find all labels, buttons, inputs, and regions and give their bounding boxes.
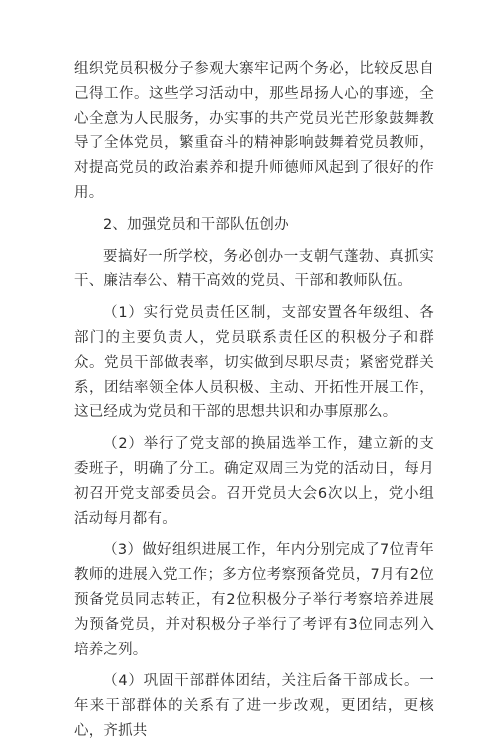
paragraph-spacer (74, 662, 434, 669)
paragraph-spacer (74, 531, 434, 538)
paragraph-continuation: 组织党员积极分子参观大寨牢记两个务必，比较反思自己得工作。这些学习活动中，那些昂扬人心的事迹，全心全意为人民服务，办实事的共产党员光芒形象鼓舞教导了全体党员，繁重奋斗的精神影响鼓舞着党员教师，对提高党员的政治素养和提升师德师风起到了很好的作用。 (74, 61, 434, 201)
list-item-2: （2）举行了党支部的换届选举工作，建立新的支委班子，明确了分工。确定双周三为党的活动日，每月初召开党支部委员会。召开党员大会6次以上，党小组活动每月都有。 (74, 436, 434, 527)
section-heading: 2、加强党员和干部队伍创办 (103, 216, 289, 233)
paragraph-spacer (74, 206, 434, 213)
paragraph-intro: 要搞好一所学校，务必创办一支朝气蓬勃、真抓实干、廉洁奉公、精干高效的党员、干部和教师队伍。 (74, 248, 434, 290)
list-item-3: （3）做好组织进展工作，年内分别完成了7位青年教师的进展入党工作；多方位考察预备党员，7月有2位预备党员同志转正，有2位积极分子举行考察培养进展为预备党员，并对积极分子举行了考评有3位同志列入培养之列。 (74, 542, 434, 658)
paragraph-spacer (74, 425, 434, 432)
document-body (74, 57, 434, 744)
paragraph-spacer (74, 238, 434, 245)
paragraph-spacer (74, 294, 434, 301)
list-item-4: （4）巩固干部群体团结，关注后备干部成长。一年来干部群体的关系有了进一步改观，更团结，更核心，齐抓共 (74, 673, 434, 739)
list-item-1: （1）实行党员责任区制，支部安置各年级组、各部门的主要负责人，党员联系责任区的积极分子和群众。党员干部做表率，切实做到尽职尽责；紧密党群关系，团结率领全体人员积极、主动、开拓性开展工作，这已经成为党员和干部的思想共识和办事原那么。 (74, 305, 434, 421)
